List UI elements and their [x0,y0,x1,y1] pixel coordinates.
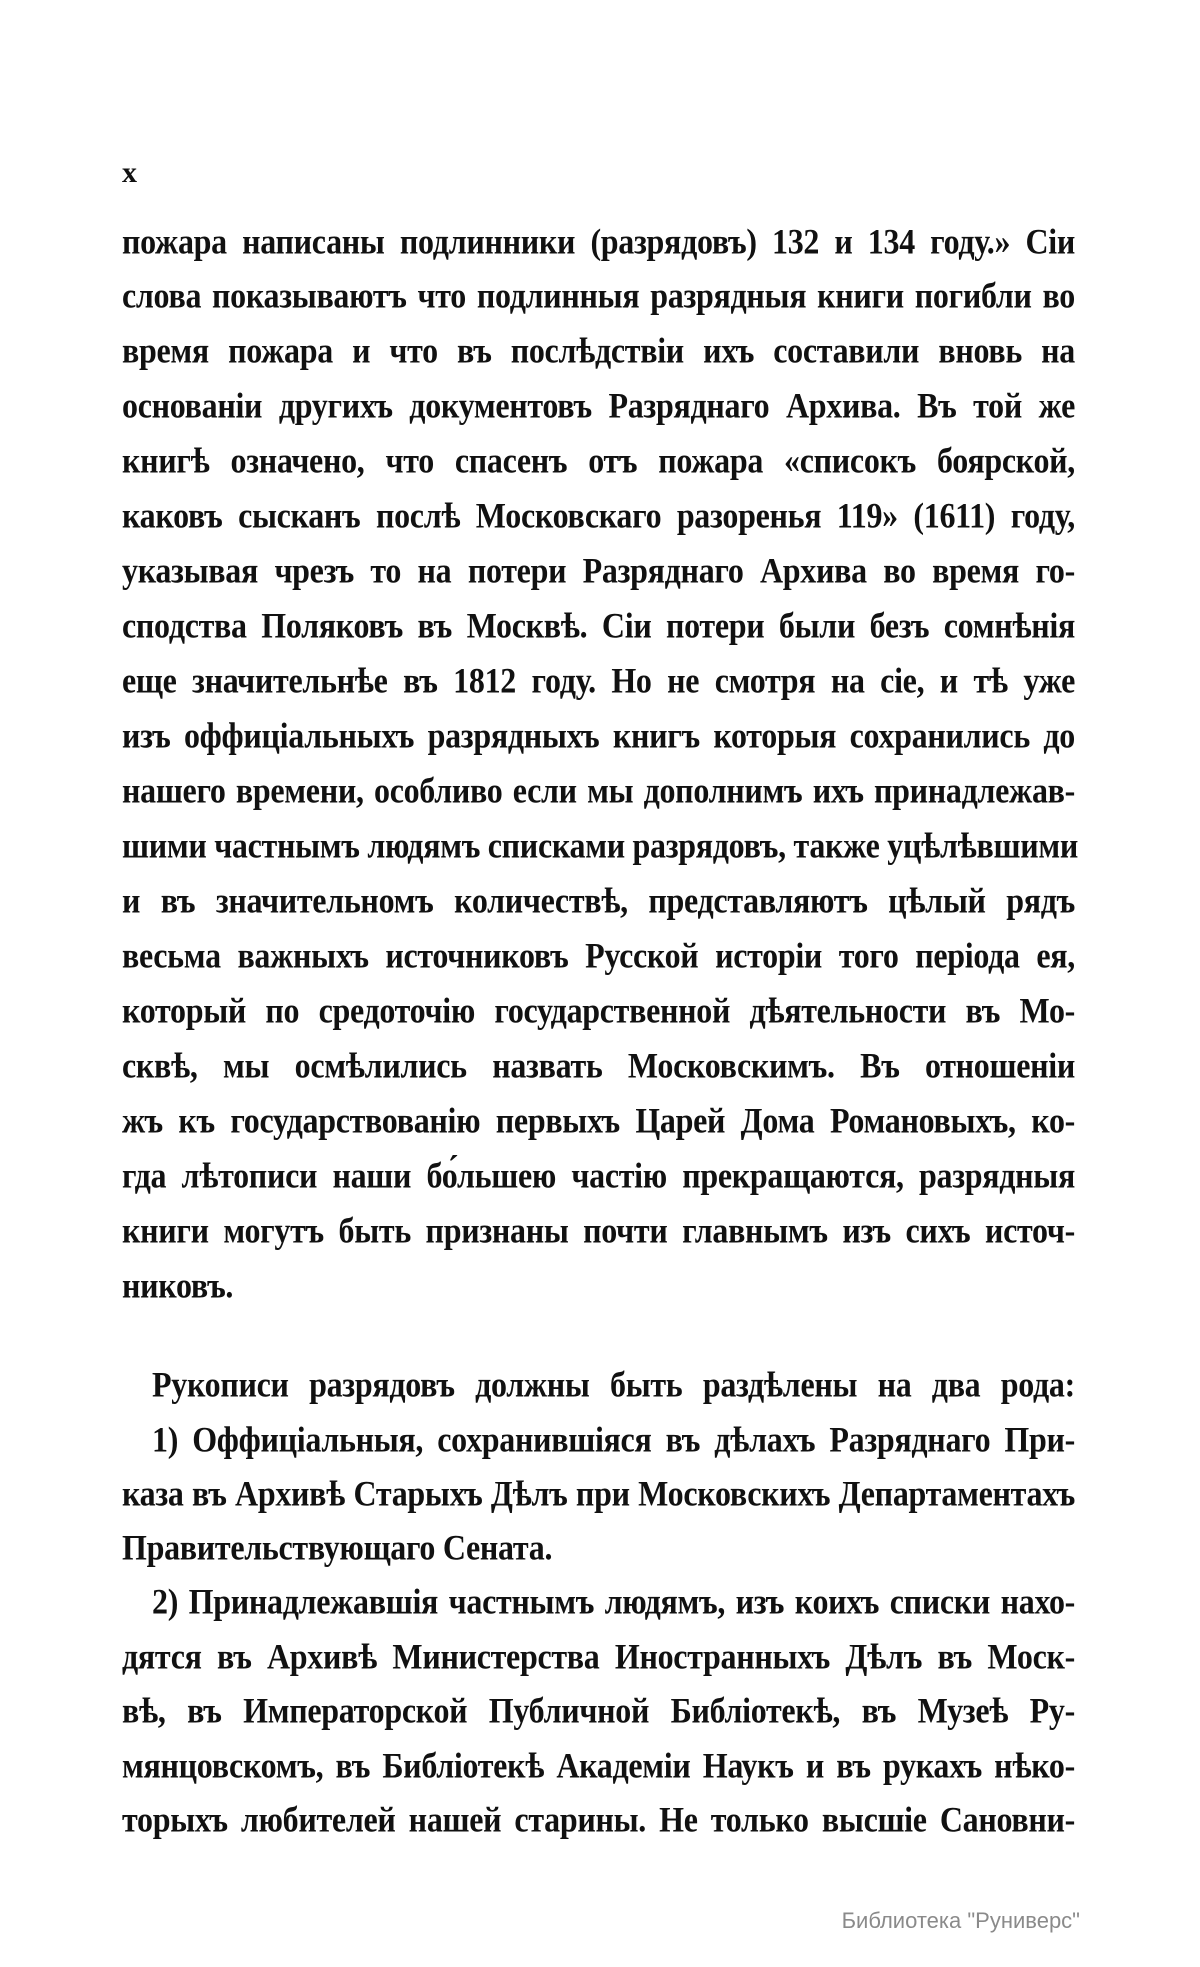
text-line: жъ къ государствованію первыхъ Царей Дома Романовыхъ, ко- [122,1099,1075,1141]
text-line: основаніи другихъ документовъ Разряднаго Архива. Въ той же [122,384,1075,426]
text-line: сквѣ, мы осмѣлились назвать Московскимъ. Въ отношеніи [122,1044,1075,1086]
text-line: еще значительнѣе въ 1812 году. Но не смотря на сіе, и тѣ уже [122,659,1075,701]
text-line: каковъ сысканъ послѣ Московскаго разоренья 119» (1611) году, [122,494,1075,536]
text-line: Рукописи разрядовъ должны быть раздѣлены на два рода: [152,1363,1075,1405]
text-line: изъ оффиціальныхъ разрядныхъ книгъ которыя сохранились до [122,714,1075,756]
text-line: книги могутъ быть признаны почти главнымъ изъ сихъ источ- [122,1209,1075,1251]
text-line: Правительствующаго Сената. [122,1526,553,1568]
text-line: и въ значительномъ количествѣ, представляютъ цѣлый рядъ [122,879,1075,921]
text-line: время пожара и что въ послѣдствіи ихъ составили вновь на [122,329,1075,371]
text-line: пожара написаны подлинники (разрядовъ) 132 и 134 году.» Сіи [122,220,1075,262]
text-line: книгѣ означено, что спасенъ отъ пожара «списокъ боярской, [122,439,1075,481]
text-line: весьма важныхъ источниковъ Русской исторіи того періода ея, [122,934,1075,976]
library-watermark: Библиотека "Руниверс" [841,1908,1080,1933]
text-line: шими частнымъ людямъ списками разрядовъ, также уцѣлѣвшими [122,824,1079,866]
text-line: указывая чрезъ то на потери Разряднаго Архива во время го- [122,549,1075,591]
text-line: 1) Оффиціальныя, сохранившіяся въ дѣлахъ Разряднаго При- [152,1418,1075,1460]
text-line: никовъ. [122,1264,234,1306]
text-line: каза въ Архивѣ Старыхъ Дѣлъ при Московскихъ Департаментахъ [122,1472,1075,1514]
text-line: сподства Поляковъ въ Москвѣ. Сіи потери были безъ сомнѣнія [122,604,1075,646]
text-line: 2) Принадлежавшія частнымъ людямъ, изъ коихъ списки нахо- [152,1580,1075,1622]
text-line: нашего времени, особливо если мы дополнимъ ихъ принадлежав- [122,769,1075,811]
text-line: слова показываютъ что подлинныя разрядныя книги погибли во [122,274,1075,316]
text-line: мянцовскомъ, въ Библіотекѣ Академіи Наукъ и въ рукахъ нѣко- [122,1744,1075,1786]
text-line: вѣ, въ Императорской Публичной Библіотекѣ, въ Музеѣ Ру- [122,1689,1075,1731]
text-line: который по средоточію государственной дѣятельности въ Мо- [122,989,1075,1031]
text-line: дятся въ Архивѣ Министерства Иностранныхъ Дѣлъ въ Моск- [122,1635,1075,1677]
page-number: x [122,156,137,189]
text-line: гда лѣтописи наши бо́льшею частію прекращаются, разрядныя [122,1154,1075,1196]
text-line: торыхъ любителей нашей старины. Не только высшіе Сановни- [122,1798,1075,1840]
